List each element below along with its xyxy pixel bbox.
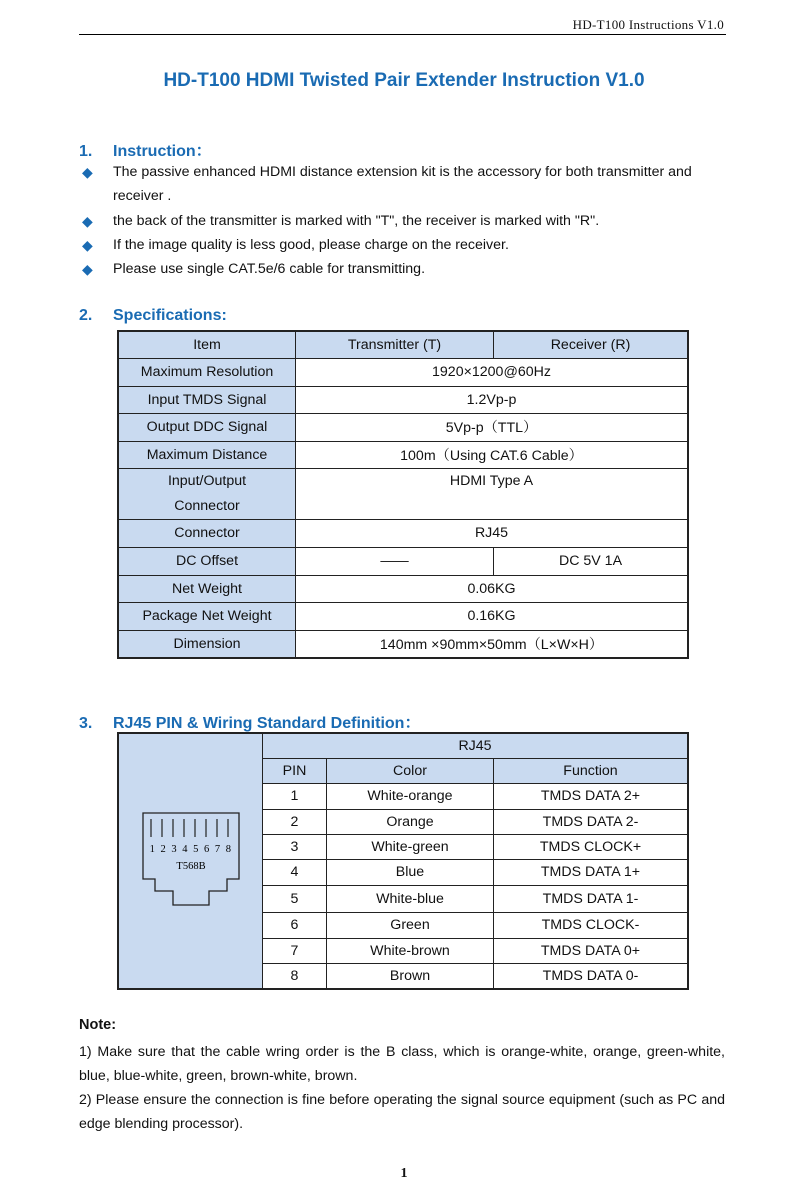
bullet-text: Please use single CAT.5e/6 cable for transmitting. bbox=[113, 261, 426, 277]
wire-color: Orange bbox=[327, 809, 494, 834]
spec-item: Dimension bbox=[118, 630, 296, 658]
rj45-standard-label: T568B bbox=[175, 861, 206, 872]
spec-value: HDMI Type A bbox=[296, 468, 689, 519]
section-number: 3. bbox=[79, 715, 93, 732]
bullet-text: If the image quality is less good, please charge on the receiver. bbox=[113, 237, 509, 253]
spec-item: Connector bbox=[118, 519, 296, 547]
rj45-caption: RJ45 bbox=[263, 733, 689, 758]
pin-function: TMDS DATA 2- bbox=[494, 809, 689, 834]
running-header bbox=[79, 16, 726, 35]
section-rj45-heading bbox=[79, 710, 420, 733]
pin-number: 8 bbox=[263, 963, 327, 989]
table-header-row bbox=[118, 331, 688, 358]
spec-value: 1920×1200@60Hz bbox=[296, 358, 689, 386]
pin-number: 2 bbox=[263, 809, 327, 834]
spec-item bbox=[118, 468, 296, 519]
pin-number: 7 bbox=[263, 938, 327, 963]
bullet-item bbox=[82, 160, 727, 208]
spec-value-receiver: DC 5V 1A bbox=[494, 547, 689, 575]
header-function: Function bbox=[494, 758, 689, 783]
spec-item-line: Connector bbox=[174, 497, 240, 514]
running-header-text: HD-T100 Instructions V1.0 bbox=[572, 17, 724, 32]
table-row bbox=[118, 468, 688, 519]
pin-function: TMDS DATA 0+ bbox=[494, 938, 689, 963]
table-row bbox=[118, 575, 688, 602]
wire-color: Blue bbox=[327, 859, 494, 885]
wire-color: Brown bbox=[327, 963, 494, 989]
spec-value: 0.06KG bbox=[296, 575, 689, 602]
table-row bbox=[118, 602, 688, 630]
note-heading: Note: bbox=[79, 1017, 117, 1033]
pin-function: TMDS DATA 1- bbox=[494, 885, 689, 912]
spec-value: 100m（Using CAT.6 Cable） bbox=[296, 441, 689, 468]
wire-color: White-brown bbox=[327, 938, 494, 963]
table-row bbox=[118, 386, 688, 413]
header-item: Item bbox=[118, 331, 296, 358]
spec-value: RJ45 bbox=[296, 519, 689, 547]
spec-value: 140mm ×90mm×50mm（L×W×H） bbox=[296, 630, 689, 658]
rj45-diagram-cell bbox=[118, 733, 263, 989]
rj45-pin-numbers: 1 2 3 4 5 6 7 8 bbox=[149, 844, 232, 855]
pin-number: 6 bbox=[263, 912, 327, 938]
section-number: 2. bbox=[79, 307, 93, 324]
wire-color: Green bbox=[327, 912, 494, 938]
spec-item: Output DDC Signal bbox=[118, 413, 296, 441]
pin-number: 1 bbox=[263, 783, 327, 809]
spec-item-line: Input/Output bbox=[167, 472, 247, 489]
table-row bbox=[118, 441, 688, 468]
bullet-item bbox=[82, 209, 727, 233]
spec-item: Maximum Resolution bbox=[118, 358, 296, 386]
header-color: Color bbox=[327, 758, 494, 783]
wire-color: White-green bbox=[327, 834, 494, 859]
pin-number: 3 bbox=[263, 834, 327, 859]
diamond-bullet-icon: ◆ bbox=[82, 213, 93, 229]
page-title: HD-T100 HDMI Twisted Pair Extender Instruction V1.0 bbox=[163, 70, 645, 91]
table-row bbox=[118, 630, 688, 658]
note-item: 1) Make sure that the cable wring order is the B class, which is orange-white, orange, green-white, blue, blue-white, green, brown-white, brown. bbox=[79, 1044, 725, 1084]
bullet-text: the back of the transmitter is marked with "T", the receiver is marked with "R". bbox=[113, 213, 600, 229]
section-title: RJ45 PIN & Wiring Standard Definition： bbox=[113, 715, 421, 732]
section-specifications-heading bbox=[79, 307, 227, 325]
pin-function: TMDS CLOCK+ bbox=[494, 834, 689, 859]
spec-value: 0.16KG bbox=[296, 602, 689, 630]
wire-color: White-orange bbox=[327, 783, 494, 809]
pin-function: TMDS DATA 2+ bbox=[494, 783, 689, 809]
rj45-wiring-table bbox=[117, 732, 689, 990]
page-number: 1 bbox=[400, 1166, 408, 1181]
diamond-bullet-icon: ◆ bbox=[82, 261, 93, 277]
bullet-item bbox=[82, 257, 727, 281]
specifications-table bbox=[117, 330, 689, 659]
bullet-item bbox=[82, 233, 727, 257]
header-transmitter: Transmitter (T) bbox=[296, 331, 494, 358]
spec-item: Input TMDS Signal bbox=[118, 386, 296, 413]
section-title: Instruction： bbox=[113, 143, 212, 160]
rj45-pin-lines bbox=[151, 819, 228, 837]
spec-value: 5Vp-p（TTL） bbox=[296, 413, 689, 441]
bullet-text: The passive enhanced HDMI distance extension kit is the accessory for both transmitter and receiver . bbox=[113, 164, 692, 204]
table-row bbox=[118, 547, 688, 575]
pin-number: 4 bbox=[263, 859, 327, 885]
table-caption-row bbox=[118, 733, 688, 758]
table-row bbox=[118, 358, 688, 386]
section-number: 1. bbox=[79, 143, 93, 160]
table-row bbox=[118, 413, 688, 441]
diamond-bullet-icon: ◆ bbox=[82, 164, 93, 180]
pin-number: 5 bbox=[263, 885, 327, 912]
header-receiver: Receiver (R) bbox=[494, 331, 689, 358]
spec-item: Maximum Distance bbox=[118, 441, 296, 468]
spec-item: DC Offset bbox=[118, 547, 296, 575]
wire-color: White-blue bbox=[327, 885, 494, 912]
spec-value: 1.2Vp-p bbox=[296, 386, 689, 413]
section-instruction-heading bbox=[79, 138, 212, 161]
spec-item: Net Weight bbox=[118, 575, 296, 602]
pin-function: TMDS DATA 0- bbox=[494, 963, 689, 989]
spec-item: Package Net Weight bbox=[118, 602, 296, 630]
pin-function: TMDS DATA 1+ bbox=[494, 859, 689, 885]
note-item: 2) Please ensure the connection is fine before operating the signal source equipment (such as PC and edge blending processor). bbox=[79, 1092, 725, 1132]
pin-function: TMDS CLOCK- bbox=[494, 912, 689, 938]
header-pin: PIN bbox=[263, 758, 327, 783]
table-row bbox=[118, 519, 688, 547]
spec-value-transmitter: —— bbox=[296, 547, 494, 575]
section-title: Specifications: bbox=[113, 307, 227, 324]
diamond-bullet-icon: ◆ bbox=[82, 237, 93, 253]
rj45-jack-icon bbox=[131, 811, 251, 907]
